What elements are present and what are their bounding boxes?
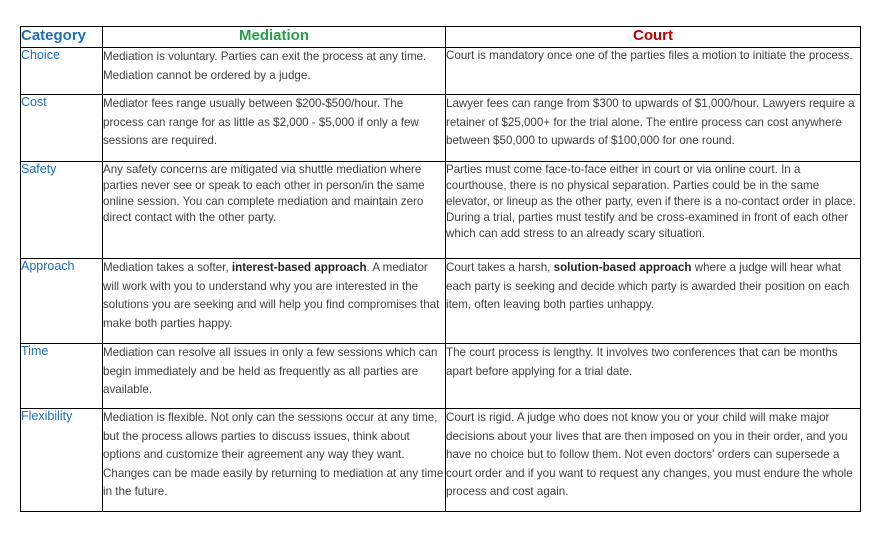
header-category: Category (21, 27, 103, 48)
mediation-cell (103, 259, 446, 344)
court-cell: The court process is lengthy. It involves two conferences that can be months apart before applying for a trial date. (446, 344, 861, 409)
category-cell: Safety (21, 162, 103, 259)
category-cell: Cost (21, 95, 103, 162)
court-text-post: where a judge will hear what each party is seeking and decide which party is awarded their position on each item, often leaving both parties unhappy. (446, 261, 850, 311)
mediation-text-post: . A mediator will work with you to understand why you are interested in the solutions you are seeking and will help you find compromises that make both parties happy. (103, 261, 440, 330)
header-mediation: Mediation (103, 27, 446, 48)
header-court: Court (446, 27, 861, 48)
mediation-cell: Mediation is voluntary. Parties can exit the process at any time. Mediation cannot be ordered by a judge. (103, 48, 446, 95)
mediation-text-pre: Mediation takes a softer, (103, 261, 232, 274)
comparison-table (20, 26, 861, 512)
court-text-bold: solution-based approach (553, 261, 692, 274)
category-cell: Choice (21, 48, 103, 95)
mediation-cell: Mediator fees range usually between $200-$500/hour. The process can range for as little as $2,000 - $5,000 if only a few sessions are required. (103, 95, 446, 162)
table-row (21, 409, 861, 512)
court-cell: Parties must come face-to-face either in court or via online court. In a courthouse, there is no physical separation. Parties could be in the same elevator, or lineup as the other party, even if there is a no-contact order in place. During a trial, parties must testify and be cross-examined in front of each other which can add stress to an already scary situation. (446, 162, 861, 259)
mediation-cell: Any safety concerns are mitigated via shuttle mediation where parties never see or speak to each other in person/in the same online session. You can complete mediation and maintain zero direct contact with the other party. (103, 162, 446, 259)
table-row (21, 48, 861, 95)
table-row (21, 344, 861, 409)
header-row (21, 27, 861, 48)
mediation-text-bold: interest-based approach (231, 261, 367, 274)
court-cell: Court is rigid. A judge who does not know you or your child will make major decisions about your lives that are then imposed on you in their order, and you have no choice but to follow them. Not even doctors' orders can supersede a court order and if you want to request any changes, you must endure the whole process and cost again. (446, 409, 861, 512)
category-cell: Flexibility (21, 409, 103, 512)
court-cell: Lawyer fees can range from $300 to upwards of $1,000/hour. Lawyers require a retainer of $25,000+ for the trial alone. The entire process can cost anywhere between $50,000 to upwards of $100,000 for one round. (446, 95, 861, 162)
court-cell (446, 259, 861, 344)
mediation-cell: Mediation can resolve all issues in only a few sessions which can begin immediately and be held as frequently as all parties are available. (103, 344, 446, 409)
table-row (21, 162, 861, 259)
table-row (21, 259, 861, 344)
court-cell: Court is mandatory once one of the parties files a motion to initiate the process. (446, 48, 861, 95)
court-text-pre: Court takes a harsh, (446, 261, 554, 274)
category-cell: Time (21, 344, 103, 409)
category-cell: Approach (21, 259, 103, 344)
mediation-cell: Mediation is flexible. Not only can the sessions occur at any time, but the process allows parties to discuss issues, think about options and customize their agreement any way they want. Changes can be made easily by returning to mediation at any time in the future. (103, 409, 446, 512)
table-row (21, 95, 861, 162)
